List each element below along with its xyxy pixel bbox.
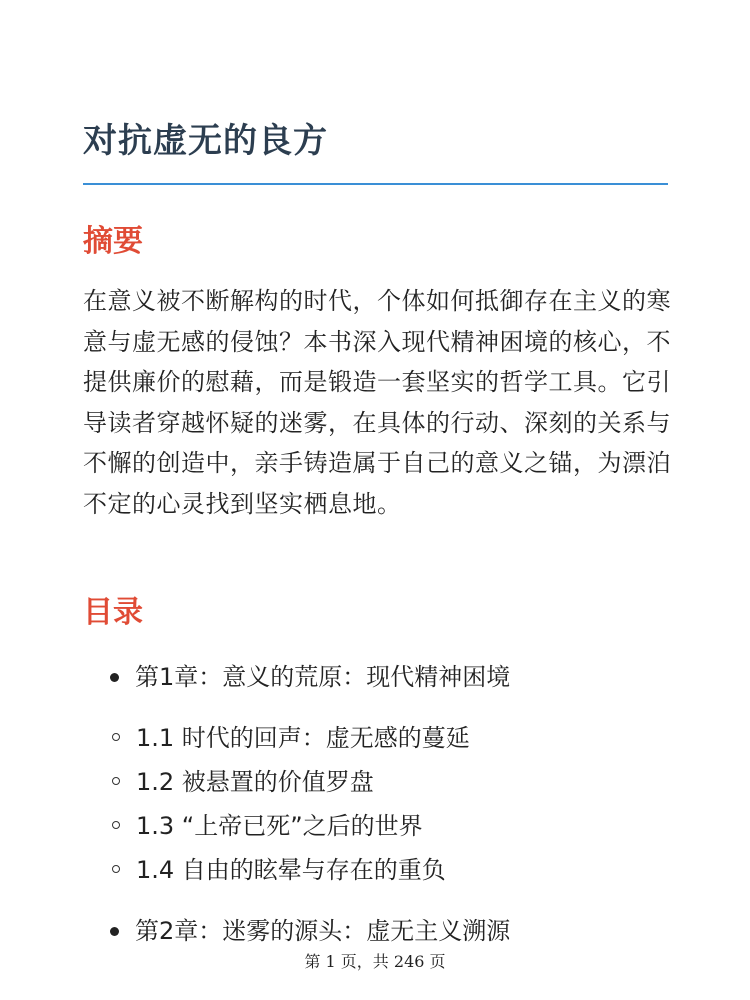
circle-bullet-icon bbox=[112, 821, 120, 829]
circle-bullet-icon bbox=[112, 733, 120, 741]
document-page bbox=[83, 0, 671, 1000]
toc-section-label: 1.1 时代的回声：虚无感的蔓延 bbox=[136, 724, 470, 752]
page-number-footer: 第 1 页，共 246 页 bbox=[304, 952, 446, 971]
toc-section-list bbox=[83, 716, 668, 892]
document-title: 对抗虚无的良方 bbox=[83, 121, 328, 161]
toc-chapter-1-sections bbox=[83, 716, 668, 892]
abstract-text: 在意义被不断解构的时代，个体如何抵御存在主义的寒意与虚无感的侵蚀？本书深入现代精神困境的核心，不提供廉价的慰藉，而是锻造一套坚实的哲学工具。它引导读者穿越怀疑的迷雾，在具体的行动、深刻的关系与不懈的创造中，亲手铸造属于自己的意义之锚，为漂泊不定的心灵找到坚实栖息地。 bbox=[83, 287, 671, 518]
toc-chapter-label: 第1章：意义的荒原：现代精神困境 bbox=[135, 663, 511, 691]
toc-section-label: 1.4 自由的眩晕与存在的重负 bbox=[136, 856, 446, 884]
toc-chapter-2 bbox=[83, 909, 668, 953]
title-divider bbox=[83, 183, 668, 185]
toc-section-1-3 bbox=[83, 804, 668, 848]
toc-section-1-2 bbox=[83, 760, 668, 804]
toc-heading: 目录 bbox=[83, 595, 143, 630]
toc-section-label: 1.2 被悬置的价值罗盘 bbox=[136, 768, 374, 796]
abstract-heading: 摘要 bbox=[83, 224, 143, 259]
table-of-contents bbox=[83, 655, 668, 953]
bullet-icon bbox=[110, 927, 119, 936]
toc-section-1-4 bbox=[83, 848, 668, 892]
toc-chapter-label: 第2章：迷雾的源头：虚无主义溯源 bbox=[135, 917, 511, 945]
toc-section-label: 1.3 “上帝已死”之后的世界 bbox=[136, 812, 423, 840]
bullet-icon bbox=[110, 673, 119, 682]
toc-section-1-1 bbox=[83, 716, 668, 760]
circle-bullet-icon bbox=[112, 777, 120, 785]
circle-bullet-icon bbox=[112, 865, 120, 873]
toc-chapter-1 bbox=[83, 655, 668, 699]
